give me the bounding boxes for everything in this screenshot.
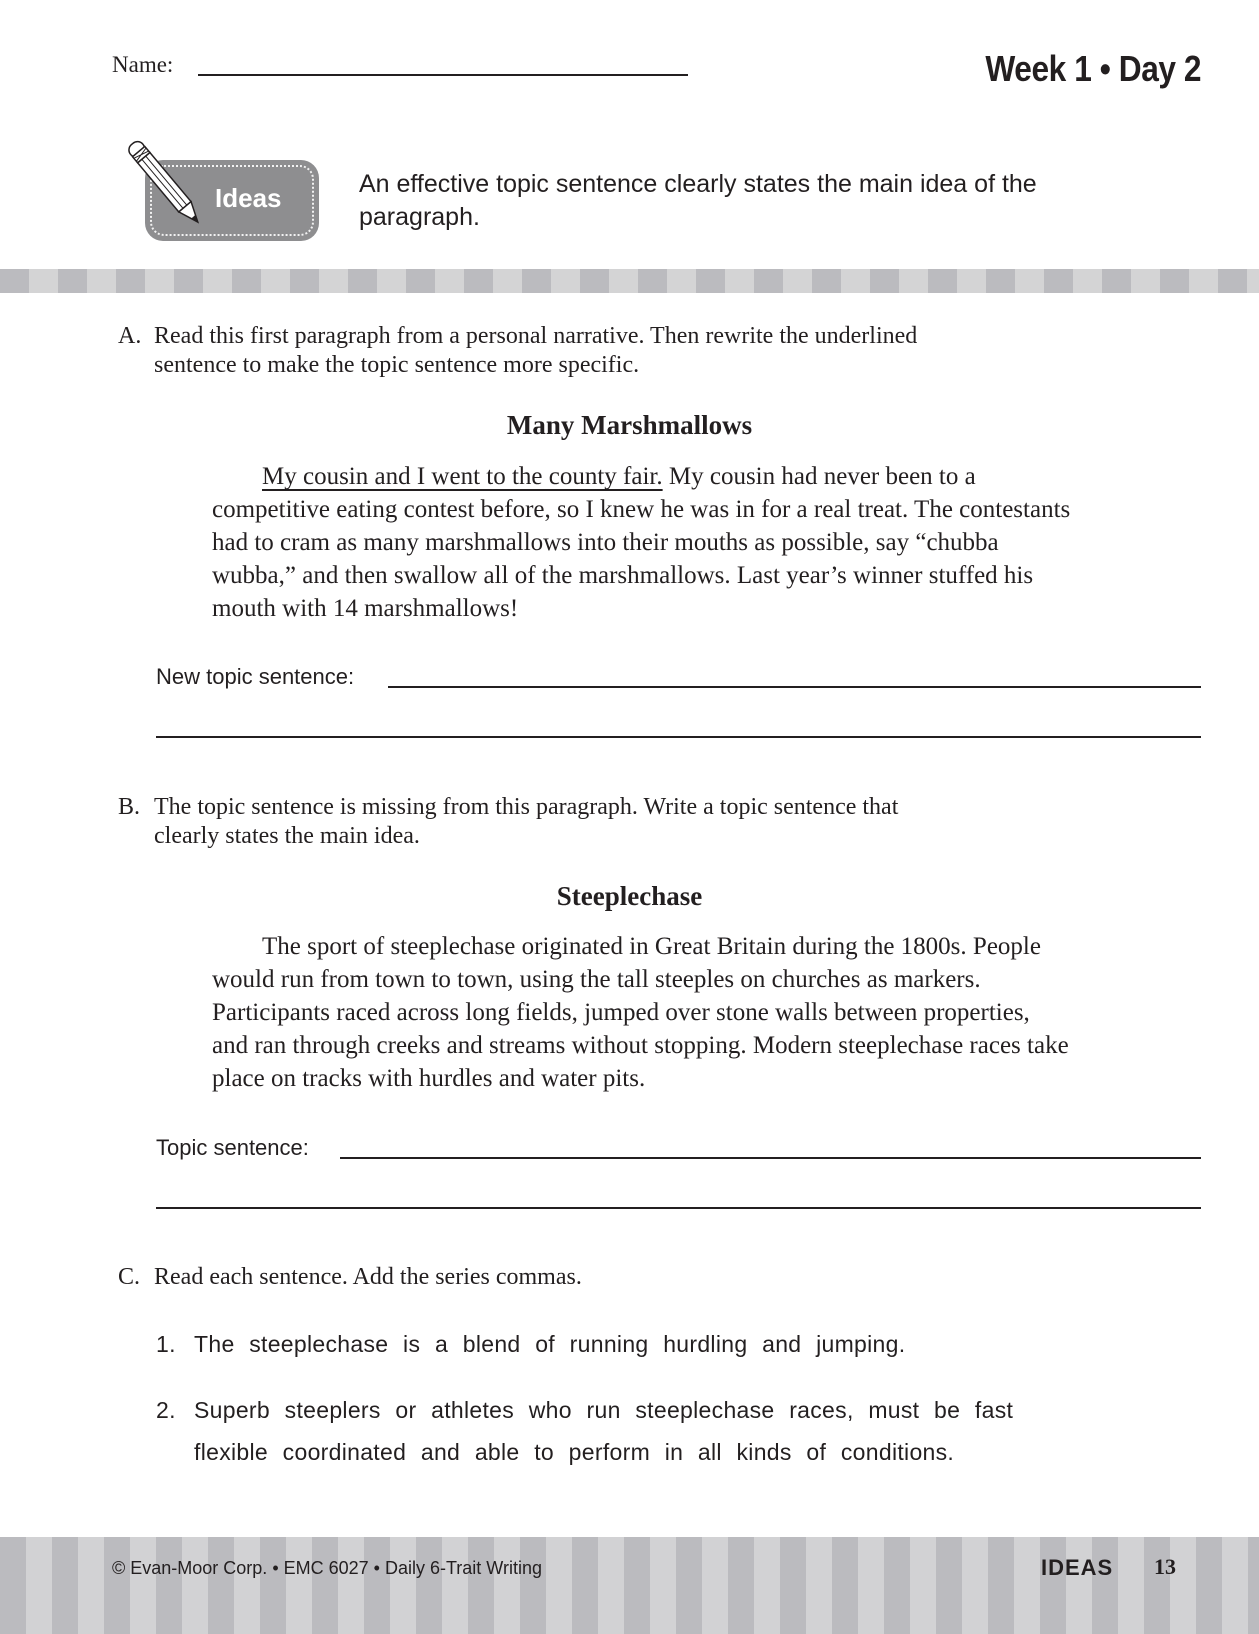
section-a-prompt bbox=[118, 322, 917, 380]
topic-sentence-line-1[interactable] bbox=[340, 1157, 1201, 1159]
name-answer-line[interactable] bbox=[198, 74, 688, 76]
item-text-line1: Superb steeplers or athletes who run steeplechase races, must be fast bbox=[194, 1397, 1014, 1423]
section-b-title: Steeplechase bbox=[556, 881, 703, 911]
item-number: 2. bbox=[156, 1397, 176, 1423]
section-b-paragraph-body: The sport of steeplechase originated in Great Britain during the 1800s. People would run from town to town, using the tall steeples on churches as markers. Participants raced across long fields, jumped over stone walls between properties, and ran through creeks and streams without stopping. Modern steeplechase races take place on tracks with hurdles and water pits. bbox=[212, 933, 1069, 1092]
ideas-badge-label: Ideas bbox=[215, 183, 282, 213]
footer-stripe-band bbox=[0, 1537, 1259, 1634]
item-text: The steeplechase is a blend of running hurdling and jumping. bbox=[194, 1331, 906, 1357]
section-a-prompt-line1: Read this first paragraph from a personal narrative. Then rewrite the underlined bbox=[154, 323, 918, 349]
topic-sentence-line-2[interactable] bbox=[156, 1207, 1201, 1209]
header-stripe-band bbox=[0, 269, 1259, 293]
comma-item-2 bbox=[156, 1397, 1013, 1424]
section-a-letter: A. bbox=[118, 323, 142, 349]
comma-item-2-continued: flexible coordinated and able to perform in all kinds of conditions. bbox=[194, 1439, 955, 1465]
name-label: Name: bbox=[112, 52, 174, 77]
section-b-prompt-line2: clearly states the main idea. bbox=[154, 823, 420, 849]
section-b-paragraph bbox=[212, 930, 1072, 1095]
underlined-topic-sentence: My cousin and I went to the county fair. bbox=[262, 463, 663, 490]
comma-item-1 bbox=[156, 1331, 905, 1358]
section-a-title: Many Marshmallows bbox=[506, 410, 753, 440]
section-c-letter: C. bbox=[118, 1264, 141, 1290]
section-b-prompt-line1: The topic sentence is missing from this paragraph. Write a topic sentence that bbox=[154, 794, 899, 820]
section-b-prompt bbox=[118, 793, 898, 851]
item-number: 1. bbox=[156, 1331, 176, 1357]
footer-copyright: © Evan-Moor Corp. • EMC 6027 • Daily 6-Trait Writing bbox=[112, 1558, 542, 1578]
new-topic-sentence-line-1[interactable] bbox=[388, 686, 1201, 688]
tip-text: An effective topic sentence clearly states the main idea of the paragraph. bbox=[359, 170, 1037, 231]
topic-sentence-label: Topic sentence: bbox=[156, 1135, 309, 1160]
section-c-prompt-text: Read each sentence. Add the series commas. bbox=[154, 1264, 582, 1290]
page-number: 13 bbox=[1154, 1554, 1176, 1579]
week-day-heading: Week 1 • Day 2 bbox=[985, 48, 1201, 89]
new-topic-sentence-label: New topic sentence: bbox=[156, 664, 355, 689]
section-a-prompt-line2: sentence to make the topic sentence more specific. bbox=[154, 352, 640, 378]
footer-section-label: IDEAS bbox=[1041, 1555, 1114, 1580]
section-a-paragraph-body: My cousin had never been to a competitive eating contest before, so I knew he was in for a real treat. The contestants had to cram as many marshmallows into their mouths as possible, say “chubba wubba,” and then swallow all of the marshmallows. Last year’s winner stuffed his mouth with 14 marshmallows! bbox=[212, 463, 1071, 622]
section-c-prompt bbox=[118, 1263, 582, 1292]
pencil-icon bbox=[110, 128, 220, 238]
new-topic-sentence-line-2[interactable] bbox=[156, 736, 1201, 738]
section-a-paragraph bbox=[212, 460, 1072, 625]
section-b-letter: B. bbox=[118, 794, 141, 820]
